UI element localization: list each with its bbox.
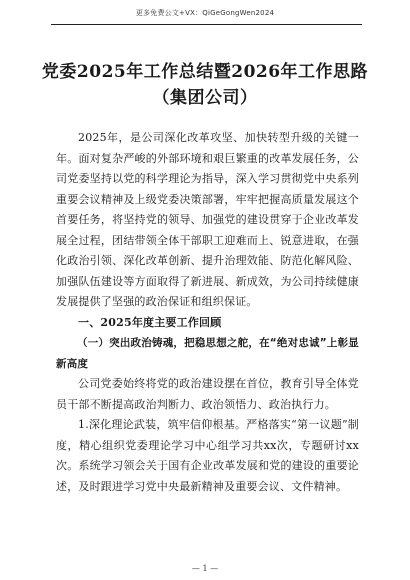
title-line-2: （集团公司） — [152, 88, 258, 108]
header-note: 更多免费公文+VX：QiGeGongWen2024 — [135, 9, 275, 17]
header-divider — [51, 24, 362, 25]
section-heading: 一、2025年度主要工作回顾 — [78, 315, 222, 329]
item-paragraph: 1.深化理论武装，筑牢信仰根基。严格落实“第一议题”制度，精心组织党委理论学习中心组学习共xx次，专题研讨xx次。系统学习领会关于国有企业改革发展和党的建设的重要论述，及时跟进学习党中央最新精神及重要会议、文件精神。 — [56, 418, 359, 493]
title-line-1: 党委2025年工作总结暨2026年工作思路 — [41, 62, 369, 82]
page-number: — 1 — — [191, 564, 219, 573]
document-body — [56, 128, 359, 497]
document-title — [0, 59, 410, 111]
intro-paragraph: 2025年，是公司深化改革攻坚、加快转型升级的关键一年。面对复杂严峻的外部环境和艰巨繁重的改革发展任务，公司党委坚持以党的科学理论为指导，深入学习贯彻党中央系列重要会议精神及上级党委决策部署，牢牢把握高质量发展这个首要任务，将坚持党的领导、加强党的建设贯穿于企业改革发展全过程，团结带领全体干部职工迎难而上、锐意进取，在强化政治引领、深化改革创新、提升治理效能、防范化解风险、加强队伍建设等方面取得了新进展、新成效，为公司持续健康发展提供了坚强的政治保证和组织保证。 — [56, 131, 359, 308]
subsection-heading: （一）突出政治铸魂，把稳思想之舵，在“绝对忠诚”上彰显新高度 — [56, 337, 359, 370]
subsection-paragraph: 公司党委始终将党的政治建设摆在首位，教育引导全体党员干部不断提高政治判断力、政治领悟力、政治执行力。 — [56, 377, 359, 411]
